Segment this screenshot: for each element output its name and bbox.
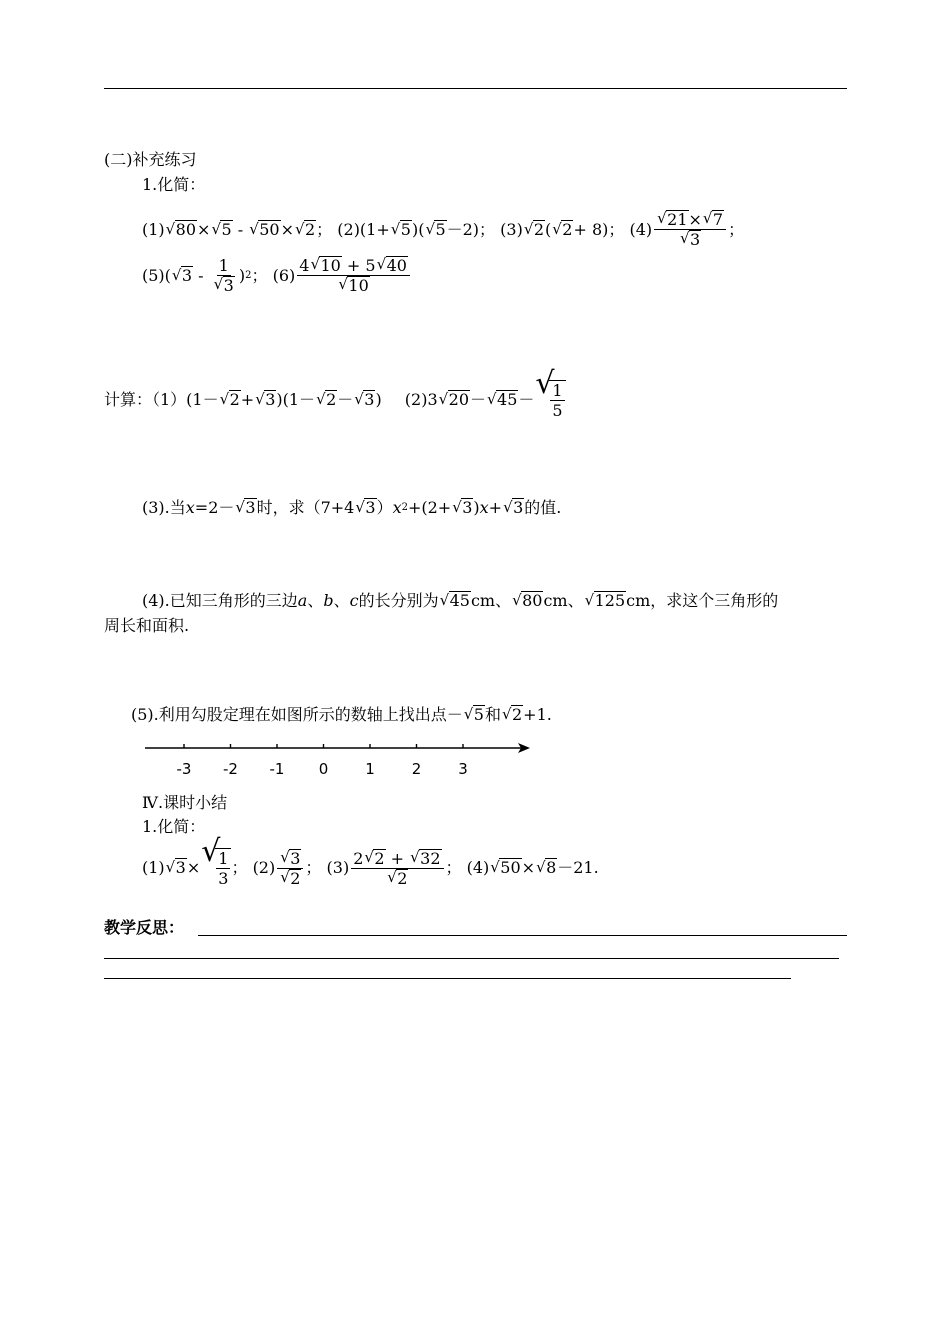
item-label: (4) — [629, 219, 653, 239]
sqrt-expr: √ 2 — [552, 220, 573, 240]
reflection-line-3[interactable] — [104, 978, 791, 979]
axis-tick-label: 2 — [411, 760, 422, 778]
reflection-label: 教学反思： — [104, 918, 185, 937]
question-5: (5).利用勾股定理在如图所示的数轴上找出点－√ 5和√ 2+1. — [131, 704, 552, 725]
sqrt-expr: √ 3 — [354, 390, 375, 410]
fraction: 2√ 2 + √ 32 √ 2 — [351, 849, 443, 888]
sqrt-expr: √ 45 — [487, 390, 518, 410]
sqrt-expr: √ 2 — [316, 390, 337, 410]
sqrt-expr: √ 45 — [440, 591, 471, 611]
sqrt-expr: √ 8 — [536, 858, 557, 878]
item-label: (1) — [142, 858, 165, 877]
sqrt-expr: √ 50 — [490, 858, 521, 878]
reflection-line-2[interactable] — [104, 958, 839, 959]
fraction: 1 √ 3 — [211, 256, 237, 295]
axis-tick-label: -2 — [223, 760, 238, 778]
item-label: (1) — [142, 219, 165, 239]
reflection-line-1[interactable] — [198, 935, 847, 936]
sqrt-fraction: √ $\frac{1}{5}$ — [535, 380, 565, 420]
number-line — [140, 736, 540, 782]
fraction: √ 3 √ 2 — [277, 849, 303, 888]
sqrt-expr: √ 80 — [166, 220, 197, 240]
sqrt-expr: √ 2 — [524, 220, 545, 240]
axis-tick-label: 3 — [458, 760, 468, 778]
axis-tick-label: -1 — [269, 760, 285, 778]
fraction: √ 21×√ 7 √ 3 — [654, 210, 726, 249]
item-label: (5)( — [142, 265, 171, 285]
question-4: (4).已知三角形的三边a、b、c的长分别为√ 45cm、√ 80cm、√ 125cm，求这个三角形的 — [142, 590, 778, 611]
item-label: (3) — [500, 219, 523, 239]
calc-row: 计算：（1）(1－√ 2+√ 3)(1－√ 2－√ 3) (2)3√ 20－√ 45－ √ $\frac{1}{5}$ — [104, 380, 566, 420]
sqrt-expr: √ 2 — [220, 390, 241, 410]
item-label: (4) — [466, 858, 490, 877]
sqrt-expr: √ 2 — [295, 220, 316, 240]
axis-tick-label: -3 — [176, 760, 192, 778]
sqrt-expr: √ 3 — [235, 498, 256, 518]
sqrt-expr: √ 3 — [503, 498, 524, 518]
summary-row: (1)√ 3× √ $\frac{1}{3}$ ； (2) √ 3 √ 2 ； (3) 2√ 2 + √ 32 √ 2 ； (4)√ 50×√ 8－21. — [142, 848, 599, 888]
simplify-label: 1.化简： — [142, 175, 206, 194]
exercise-row-2: (5)(√ 3 - 1 √ 3 )2； (6) 4√ 10 + 5√ 40 √ 10 — [142, 256, 412, 295]
fraction: 4√ 10 + 5√ 40 √ 10 — [297, 256, 410, 295]
sqrt-fraction: √ $\frac{1}{3}$ — [201, 848, 231, 888]
sqrt-expr: √ 5 — [464, 705, 485, 725]
item-label: (6) — [272, 265, 296, 285]
question-4-line-2: 周长和面积. — [104, 616, 190, 635]
item-label: (3) — [326, 858, 350, 877]
sqrt-expr: √ 5 — [425, 220, 446, 240]
sqrt-expr: √ 3 — [255, 390, 276, 410]
sqrt-expr: √ 50 — [249, 220, 280, 240]
sqrt-expr: √ 20 — [439, 390, 470, 410]
sqrt-expr: √ 3 — [172, 266, 193, 286]
item-label: (2)3 — [404, 390, 438, 409]
sqrt-expr: √ 5 — [211, 220, 232, 240]
summary-title: Ⅳ.课时小结 — [142, 793, 228, 812]
section-title: (二)补充练习 — [104, 150, 197, 169]
sqrt-expr: √ 80 — [512, 591, 543, 611]
header-rule — [104, 88, 847, 89]
sqrt-expr: √ 3 — [166, 858, 187, 878]
exercise-row-1: (1)√ 80×√ 5 - √ 50×√ 2； (2)(1+√ 5)(√ 5－2)； (3)√ 2(√ 2+ 8)； (4) √ 21×√ 7 √ 3 ； — [142, 210, 744, 249]
axis-tick-label: 0 — [318, 760, 329, 778]
item-label: (2) — [252, 858, 276, 877]
axis-tick-label: 1 — [365, 760, 375, 778]
item-label: (2)(1+ — [337, 219, 390, 239]
sqrt-expr: √ 2 — [502, 705, 523, 725]
summary-simplify-label: 1.化简： — [142, 817, 206, 836]
sqrt-expr: √ 3 — [355, 498, 376, 518]
sqrt-expr: √ 3 — [452, 498, 473, 518]
sqrt-expr: √ 125 — [585, 591, 627, 611]
sqrt-expr: √ 5 — [391, 220, 412, 240]
question-3: (3).当x=2－√ 3时，求（7+4√ 3）x2+(2+√ 3)x+√ 3的值. — [142, 497, 561, 518]
